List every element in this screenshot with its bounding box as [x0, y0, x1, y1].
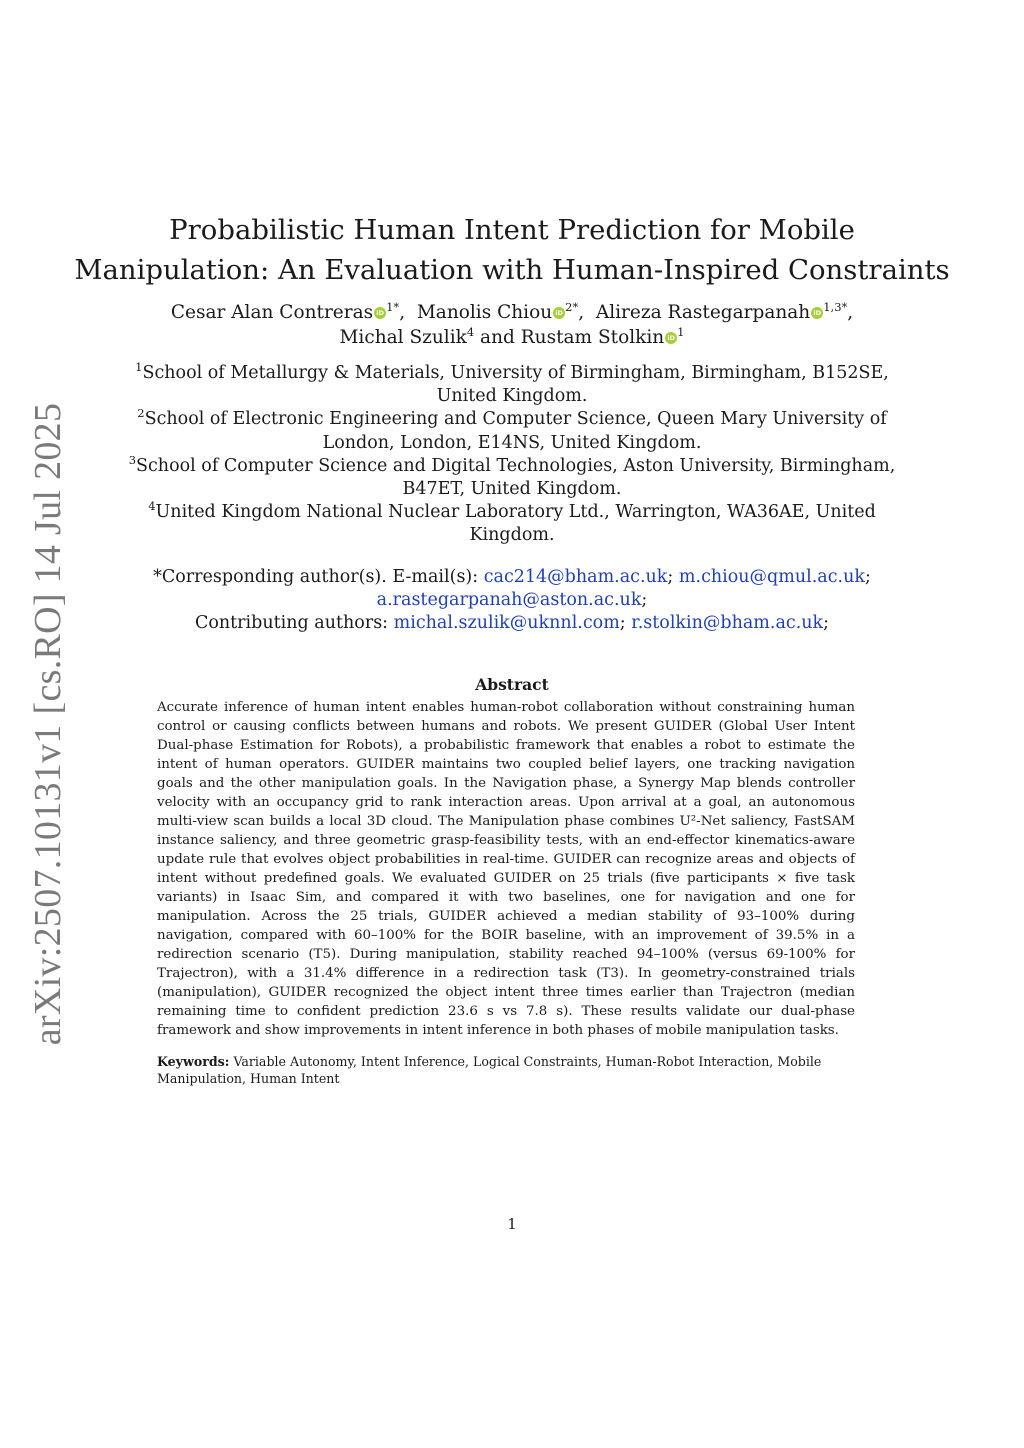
abstract-body: Accurate inference of human intent enables human-robot collaboration without constraining human control or causing conflicts between humans and robots. We present GUIDER (Global User Intent Dual-phase Estimation for Robots), a probabilistic framework that enables a robot to estimate the intent of human operators. GUIDER maintains two coupled belief layers, one tracking navigation goals and the other manipulation goals. In the Navigation phase, a Synergy Map blends controller velocity with an occupancy grid to rank interaction areas. Upon arrival at a goal, an autonomous multi-view scan builds a local 3D cloud. The Manipulation phase combines U²-Net saliency, FastSAM instance saliency, and three geometric grasp-feasibility tests, with an end-effector kinematics-aware update rule that evolves object probabilities in real-time. GUIDER can recognize areas and objects of intent without predefined goals. We evaluated GUIDER on 25 trials (five participants × five task variants) in Isaac Sim, and compared it with two baselines, one for navigation and one for manipulation. Across the 25 trials, GUIDER achieved a median stability of 93–100% during navigation, compared with 60–100% for the BOIR baseline, with an improvement of 39.5% in a redirection scenario (T5). During manipulation, stability reached 94–100% (versus 69-100% for Trajectron), with a 31.4% difference in a redirection task (T3). In geometry-constrained trials (manipulation), GUIDER recognized the object intent three times earlier than Trajectron (median remaining time to confident prediction 23.6 s vs 7.8 s). These results validate our dual-phase framework and show improvements in intent inference in both phases of mobile manipulation tasks. [157, 700, 855, 1038]
orcid-icon[interactable]: iD [553, 307, 565, 319]
corresponding-line-2: a.rastegarpanah@aston.ac.uk; [376, 590, 648, 611]
affiliation-2-cont: London, London, E14NS, United Kingdom. [322, 432, 702, 453]
affiliation-2: $^2$School of Electronic Engineering and Computer Science, Queen Mary University of [137, 406, 887, 430]
contributing-prefix: Contributing authors: [194, 613, 389, 634]
abstract-heading: Abstract [475, 675, 549, 694]
author-affil-sup: 1 [677, 324, 685, 339]
author-line-1: Cesar Alan Contreras iD $^{1*}$, Manolis Chiou iD $^{2*}$, Alireza Rastegarpanah iD $^{1,3*}$, [170, 299, 854, 323]
orcid-icon[interactable]: iD [665, 332, 677, 344]
email-link[interactable]: m.chiou@qmul.ac.uk [678, 567, 865, 587]
author-name: Cesar Alan Contreras [170, 302, 374, 323]
page-number: 1 [507, 1215, 517, 1233]
author-affil-sup: 4 [466, 324, 475, 339]
affiliation-4: $^4$United Kingdom National Nuclear Laboratory Ltd., Warrington, WA36AE, United [148, 499, 876, 523]
author-affil-sup: 1,3* [823, 299, 848, 314]
email-link[interactable]: michal.szulik@uknnl.com [393, 613, 620, 634]
affiliation-1-cont: United Kingdom. [436, 386, 588, 407]
author-name: Michal Szulik [339, 327, 467, 348]
author-name: Manolis Chiou [416, 302, 553, 323]
author-and: and [480, 327, 515, 348]
title-line-1: Probabilistic Human Intent Prediction for Mobile [169, 214, 855, 246]
affiliation-4-cont: Kingdom. [469, 525, 555, 546]
affiliation-3: $^3$School of Computer Science and Digital Technologies, Aston University, Birmingham, [128, 452, 896, 476]
affiliation-list [0, 362, 1024, 548]
affiliation-3-cont: B47ET, United Kingdom. [402, 479, 622, 500]
email-link[interactable]: a.rastegarpanah@aston.ac.uk [376, 590, 642, 611]
contributing-line: Contributing authors: michal.szulik@uknnl.com; r.stolkin@bham.ac.uk; [194, 613, 830, 634]
keywords-label: Keywords: [157, 1054, 230, 1069]
keywords-list: Variable Autonomy, Intent Inference, Logical Constraints, Human-Robot Interaction, Mobile Manipulation, Human Intent [157, 1054, 822, 1086]
affiliation-1: $^1$School of Metallurgy & Materials, University of Birmingham, Birmingham, B152SE, [135, 360, 889, 383]
author-affil-sup: 2* [565, 299, 579, 314]
email-link[interactable]: r.stolkin@bham.ac.uk [631, 613, 824, 634]
orcid-icon[interactable]: iD [811, 307, 823, 319]
email-link[interactable]: cac214@bham.ac.uk [483, 567, 668, 587]
author-line-2 [0, 325, 1024, 350]
author-name: Rustam Stolkin [520, 327, 665, 348]
author-list [0, 300, 1024, 350]
corresponding-prefix: *Corresponding author(s). E-mail(s): [153, 567, 479, 587]
author-affil-sup: 1* [386, 299, 400, 314]
orcid-icon[interactable]: iD [374, 307, 386, 319]
title-line-2: Manipulation: An Evaluation with Human-Inspired Constraints [74, 254, 950, 286]
author-name: Alireza Rastegarpanah [595, 302, 811, 323]
keywords [157, 1054, 855, 1087]
corresponding-authors [0, 566, 1024, 636]
corresponding-line-1: *Corresponding author(s). E-mail(s): cac214@bham.ac.uk; m.chiou@qmul.ac.uk; [153, 567, 871, 587]
arxiv-sidebar-id: arXiv:2507.10131v1 [cs.RO] 14 Jul 2025 [27, 402, 69, 1046]
paper-title [0, 210, 1024, 290]
